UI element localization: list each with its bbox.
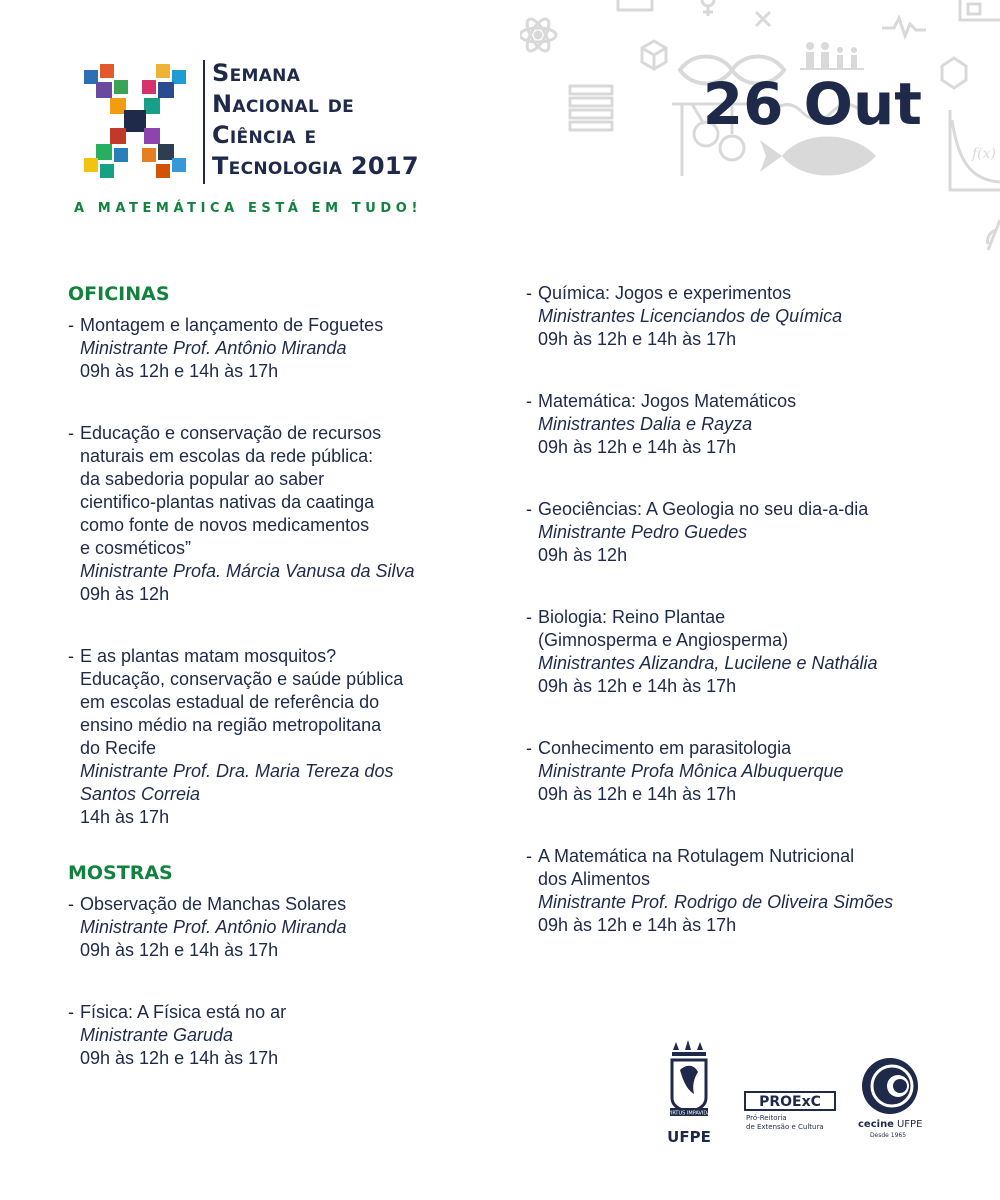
item-title-continued: ensino médio na região metropolitana: [80, 715, 382, 735]
event-logo-mark: [78, 62, 193, 180]
item-minister: Ministrante Pedro Guedes: [538, 522, 748, 542]
item-time: 09h às 12h e 14h às 17h: [80, 940, 279, 960]
item-title: - Geociências: A Geologia no seu dia-a-dia: [526, 499, 869, 519]
list-item: [68, 893, 478, 962]
item-time: 09h às 12h e 14h às 17h: [538, 915, 737, 935]
item-minister: Ministrante Garuda: [80, 1025, 234, 1045]
item-minister: Ministrante Profa Mônica Albuquerque: [538, 761, 844, 781]
item-time: 09h às 12h e 14h às 17h: [538, 437, 737, 457]
item-time: 09h às 12h: [80, 584, 170, 604]
item-title: - E as plantas matam mosquitos?: [68, 646, 337, 666]
item-title-continued: e cosméticos”: [80, 538, 192, 558]
event-title-line: Ciência e: [212, 121, 317, 149]
atom-icon: [520, 16, 556, 54]
item-minister: Ministrantes Dalia e Rayza: [538, 414, 753, 434]
x-mosaic-icon: [84, 64, 186, 178]
item-time: 09h às 12h e 14h às 17h: [538, 329, 737, 349]
item-title-continued: dos Alimentos: [538, 869, 651, 889]
item-title: - Conhecimento em parasitologia: [526, 738, 792, 758]
list-item: [526, 737, 966, 806]
item-title: - Matemática: Jogos Matemáticos: [526, 391, 797, 411]
diamond-icon: [942, 58, 966, 88]
list-item: [68, 1001, 478, 1070]
proexc-label: PROExC: [759, 1094, 821, 1110]
item-title-continued: cientifico-plantas nativas da caatinga: [80, 492, 375, 512]
event-title-line: Tecnologia 2017: [212, 152, 419, 180]
item-time: 09h às 12h e 14h às 17h: [538, 784, 737, 804]
cecine-logo: [858, 1058, 922, 1139]
event-title-line: Nacional de: [212, 90, 355, 118]
list-item: [68, 422, 478, 606]
cube-icon: [642, 41, 666, 69]
item-minister: Ministrante Prof. Dra. Maria Tereza dos: [80, 761, 394, 781]
item-time: 09h às 12h e 14h às 17h: [80, 361, 279, 381]
list-item: [526, 498, 966, 567]
item-title-continued: (Gimnosperma e Angiosperma): [538, 630, 789, 650]
item-title-continued: em escolas estadual de referência do: [80, 692, 380, 712]
item-minister: Ministrante Profa. Márcia Vanusa da Silva: [80, 561, 415, 581]
list-item: [526, 282, 966, 351]
item-time: 09h às 12h e 14h às 17h: [538, 676, 737, 696]
mostras-section: [68, 861, 478, 1070]
item-title: - Física: A Física está no ar: [68, 1002, 287, 1022]
list-item: [526, 606, 966, 698]
close-cross-icon: [756, 12, 770, 26]
item-title: - Montagem e lançamento de Foguetes: [68, 315, 384, 335]
item-title-continued: da sabedoria popular ao saber: [80, 469, 325, 489]
list-item: [526, 845, 966, 937]
item-minister: Ministrante Prof. Antônio Miranda: [80, 338, 347, 358]
ufpe-motto: VIRTUS IMPAVIDA: [667, 1110, 711, 1117]
list-item: [68, 314, 478, 383]
proexc-subtitle-2: de Extensão e Cultura: [746, 1123, 824, 1131]
item-title: - Química: Jogos e experimentos: [526, 283, 792, 303]
event-title: [212, 58, 419, 182]
item-title-continued: naturais em escolas da rede pública:: [80, 446, 374, 466]
item-time: 14h às 17h: [80, 807, 170, 827]
fish-icon: [760, 137, 876, 176]
item-minister: Ministrantes Licenciandos de Química: [538, 306, 843, 326]
heartbeat-icon: [882, 18, 926, 36]
ufpe-crest-icon: [667, 1040, 711, 1146]
chart-frame-icon: [960, 0, 1000, 20]
item-title: - A Matemática na Rotulagem Nutricional: [526, 846, 855, 866]
event-date: 26 Out: [702, 70, 922, 138]
books-icon: [570, 86, 612, 130]
item-title: - Biologia: Reino Plantae: [526, 607, 726, 627]
item-title: - Educação e conservação de recursos: [68, 423, 382, 443]
item-title-continued: do Recife: [80, 738, 157, 758]
event-tagline: A MATEMÁTICA ESTÁ EM TUDO!: [74, 201, 422, 216]
partner-logos: [662, 1040, 932, 1150]
ufpe-label: UFPE: [667, 1128, 711, 1146]
female-symbol-icon: [702, 0, 714, 16]
logo-divider: [203, 60, 205, 184]
mostras-heading: MOSTRAS: [68, 862, 173, 884]
calculator-icon: [618, 0, 652, 10]
list-item: [526, 390, 966, 459]
proexc-logo: [745, 1092, 835, 1131]
item-title-continued: Educação, conservação e saúde pública: [80, 669, 404, 689]
proexc-subtitle-1: Pró-Reitoria: [746, 1114, 787, 1122]
list-item: [68, 645, 478, 829]
item-minister: Ministrantes Alizandra, Lucilene e Nathália: [538, 653, 878, 673]
cecine-label: cecine UFPE: [858, 1119, 923, 1130]
item-minister: Ministrante Prof. Rodrigo de Oliveira Simões: [538, 892, 894, 912]
item-title: - Observação de Manchas Solares: [68, 894, 347, 914]
family-icon: [800, 42, 864, 70]
item-time: 09h às 12h: [538, 545, 628, 565]
item-time: 09h às 12h e 14h às 17h: [80, 1048, 279, 1068]
item-minister: Ministrante Prof. Antônio Miranda: [80, 917, 347, 937]
item-minister: Santos Correia: [80, 784, 201, 804]
right-column: [526, 282, 966, 937]
oficinas-heading: OFICINAS: [68, 283, 170, 305]
event-title-line: Semana: [212, 59, 301, 87]
svg-text:f(x): f(x): [972, 146, 997, 162]
item-title-continued: como fonte de novos medicamentos: [80, 515, 370, 535]
cecine-since: Desde 1965: [869, 1132, 907, 1139]
compass-icon: [987, 220, 1000, 250]
left-column: [68, 282, 478, 1070]
